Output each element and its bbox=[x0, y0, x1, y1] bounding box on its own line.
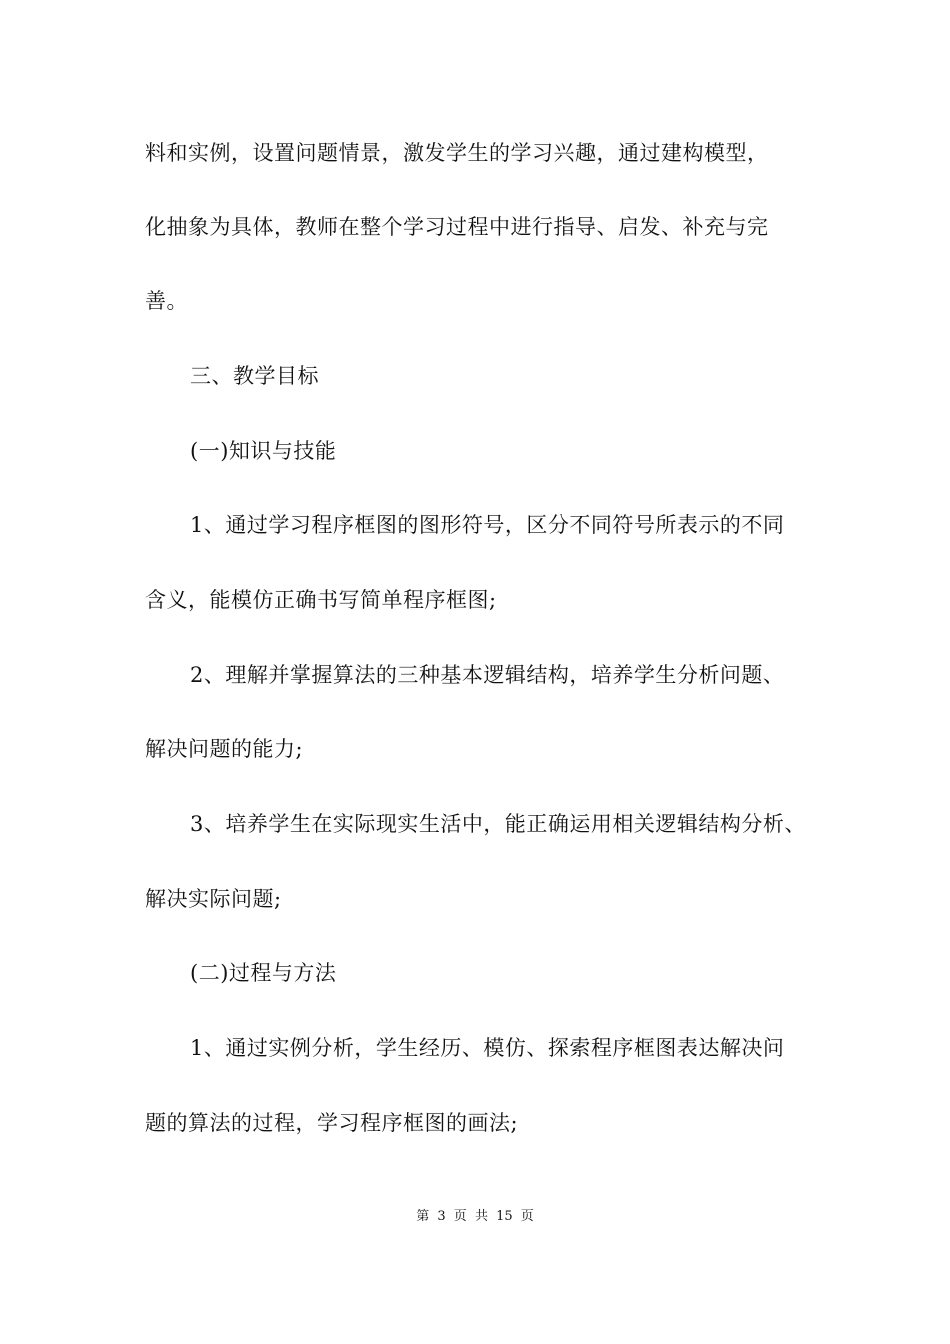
footer-total-pages: 15 bbox=[496, 1209, 513, 1224]
paragraph-line: 1、通过实例分析，学生经历、模仿、探索程序框图表达解决问 bbox=[190, 1036, 785, 1060]
footer-current-page: 3 bbox=[437, 1209, 446, 1224]
paragraph-line: 含义，能模仿正确书写简单程序框图; bbox=[145, 588, 497, 612]
subsection-heading: (一)知识与技能 bbox=[190, 439, 337, 463]
paragraph-line: 化抽象为具体，教师在整个学习过程中进行指导、启发、补充与完 bbox=[145, 215, 769, 239]
paragraph-line: 3、培养学生在实际现实生活中，能正确运用相关逻辑结构分析、 bbox=[190, 812, 806, 836]
footer-page-prefix: 第 bbox=[416, 1209, 430, 1224]
paragraph-line: 2、理解并掌握算法的三种基本逻辑结构，培养学生分析问题、 bbox=[190, 663, 785, 687]
footer-total-prefix: 共 bbox=[474, 1209, 488, 1224]
paragraph-line: 1、通过学习程序框图的图形符号，区分不同符号所表示的不同 bbox=[190, 513, 785, 537]
paragraph-line: 料和实例，设置问题情景，激发学生的学习兴趣，通过建构模型， bbox=[145, 141, 769, 165]
footer-page-unit: 页 bbox=[453, 1209, 467, 1224]
paragraph-line: 解决问题的能力; bbox=[145, 737, 304, 761]
subsection-heading: (二)过程与方法 bbox=[190, 961, 337, 985]
paragraph-line: 解决实际问题; bbox=[145, 887, 282, 911]
footer-total-unit: 页 bbox=[520, 1209, 534, 1224]
section-heading: 三、教学目标 bbox=[190, 364, 319, 388]
page-footer bbox=[0, 1208, 950, 1226]
paragraph-line: 题的算法的过程，学习程序框图的画法; bbox=[145, 1111, 519, 1135]
paragraph-line: 善。 bbox=[145, 289, 188, 313]
